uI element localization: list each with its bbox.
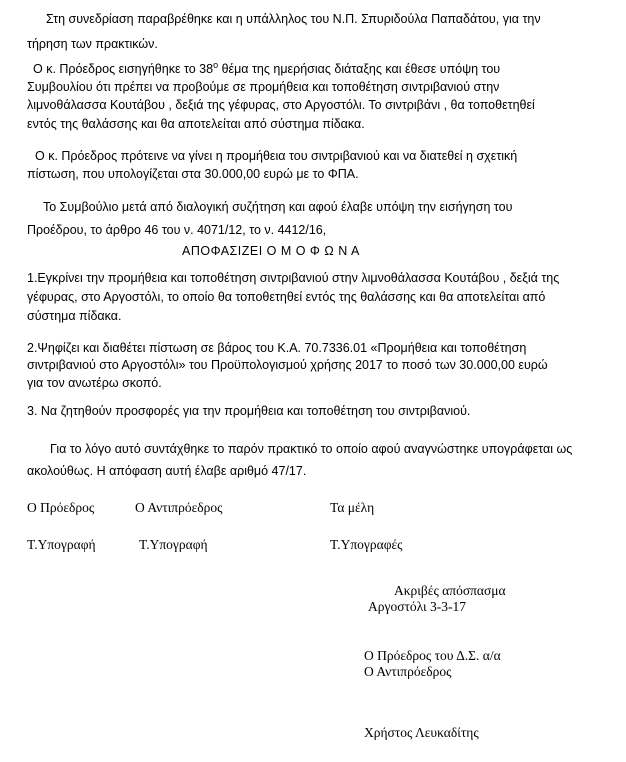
budget-line-2: πίστωση, που υπολογίζεται στα 30.000,00 ευρώ με το ΦΠΑ. [27, 167, 359, 181]
proposal-line-4: εντός της θαλάσσης και θα αποτελείται από σύστημα πίδακα. [27, 117, 365, 131]
extract-title: Ακριβές απόσπασμα [394, 583, 506, 598]
attendance-line-1: Στη συνεδρίαση παραβρέθηκε και η υπάλληλος του Ν.Π. Σπυριδούλα Παπαδάτου, για την [46, 12, 541, 26]
council-line-1: Το Συμβούλιο μετά από διαλογική συζήτηση και αφού έλαβε υπόψη την εισήγηση του [43, 200, 513, 214]
extract-signer-role-2: Ο Αντιπρόεδρος [364, 664, 452, 679]
item3-line: 3. Να ζητηθούν προσφορές για την προμήθεια και τοποθέτηση του σιντριβανιού. [27, 404, 471, 418]
president-label: Ο Πρόεδρος [27, 500, 95, 515]
item2-line-3: για τον ανωτέρω σκοπό. [27, 376, 162, 390]
extract-signer-role: Ο Πρόεδρος του Δ.Σ. α/α [364, 648, 501, 663]
proposal-line-2: Συμβουλίου ότι πρέπει να προβούμε σε προμήθεια και τοποθέτηση σιντριβανιού στην [27, 80, 500, 94]
proposal-line-3: λιμνοθάλασσα Κουτάβου , δεξιά της γέφυρας, στο Αργοστόλι. Το σιντριβάνι , θα τοποθετηθεί [27, 98, 535, 112]
item1-line-1: 1.Εγκρίνει την προμήθεια και τοποθέτηση σιντριβανιού στην λιμνοθάλασσα Κουτάβου , δεξιά της [27, 271, 560, 285]
closing-line-2: ακολούθως. Η απόφαση αυτή έλαβε αριθμό 47/17. [27, 464, 307, 478]
closing-line-1: Για το λόγο αυτό συντάχθηκε το παρόν πρακτικό το οποίο αφού αναγνώστηκε υπογράφεται ως [50, 442, 573, 456]
item1-line-2: γέφυρας, στο Αργοστόλι, το οποίο θα τοποθετηθεί εντός της θαλάσσης και θα αποτελείται από [27, 290, 546, 304]
extract-place-date: Αργοστόλι 3-3-17 [368, 599, 467, 614]
vice-president-signature: Τ.Υπογραφή [139, 537, 208, 552]
item2-line-1: 2.Ψηφίζει και διαθέτει πίστωση σε βάρος του Κ.Α. 70.7336.01 «Προμήθεια και τοποθέτηση [27, 341, 527, 355]
president-signature: Τ.Υπογραφή [27, 537, 96, 552]
members-signature: Τ.Υπογραφές [330, 537, 403, 552]
vice-president-label: Ο Αντιπρόεδρος [135, 500, 223, 515]
decision-heading: ΑΠΟΦΑΣΙΖΕΙ Ο Μ Ο Φ Ω Ν Α [182, 244, 360, 258]
members-label: Τα μέλη [330, 500, 375, 515]
item1-line-3: σύστημα πίδακα. [27, 309, 122, 323]
budget-line-1: Ο κ. Πρόεδρος πρότεινε να γίνει η προμήθεια του σιντριβανιού και να διατεθεί η σχετική [35, 149, 518, 163]
council-line-2: Προέδρου, το άρθρο 46 του ν. 4071/12, το ν. 4412/16, [27, 223, 327, 237]
attendance-line-2: τήρηση των πρακτικών. [27, 37, 158, 51]
proposal-line-1 [33, 61, 500, 77]
item2-line-2: σιντριβανιού στο Αργοστόλι» του Προϋπολογισμού χρήσης 2017 το ποσό των 30.000,00 ευρώ [27, 358, 548, 372]
extract-signer-name: Χρήστος Λευκαδίτης [364, 725, 479, 740]
proposal-line-1-text: Ο κ. Πρόεδρος εισηγήθηκε το $38^o$ θέμα της ημερήσιας διάταξης και έθεσε υπόψη του [33, 59, 501, 76]
ordinal-superscript: ο [213, 59, 219, 70]
